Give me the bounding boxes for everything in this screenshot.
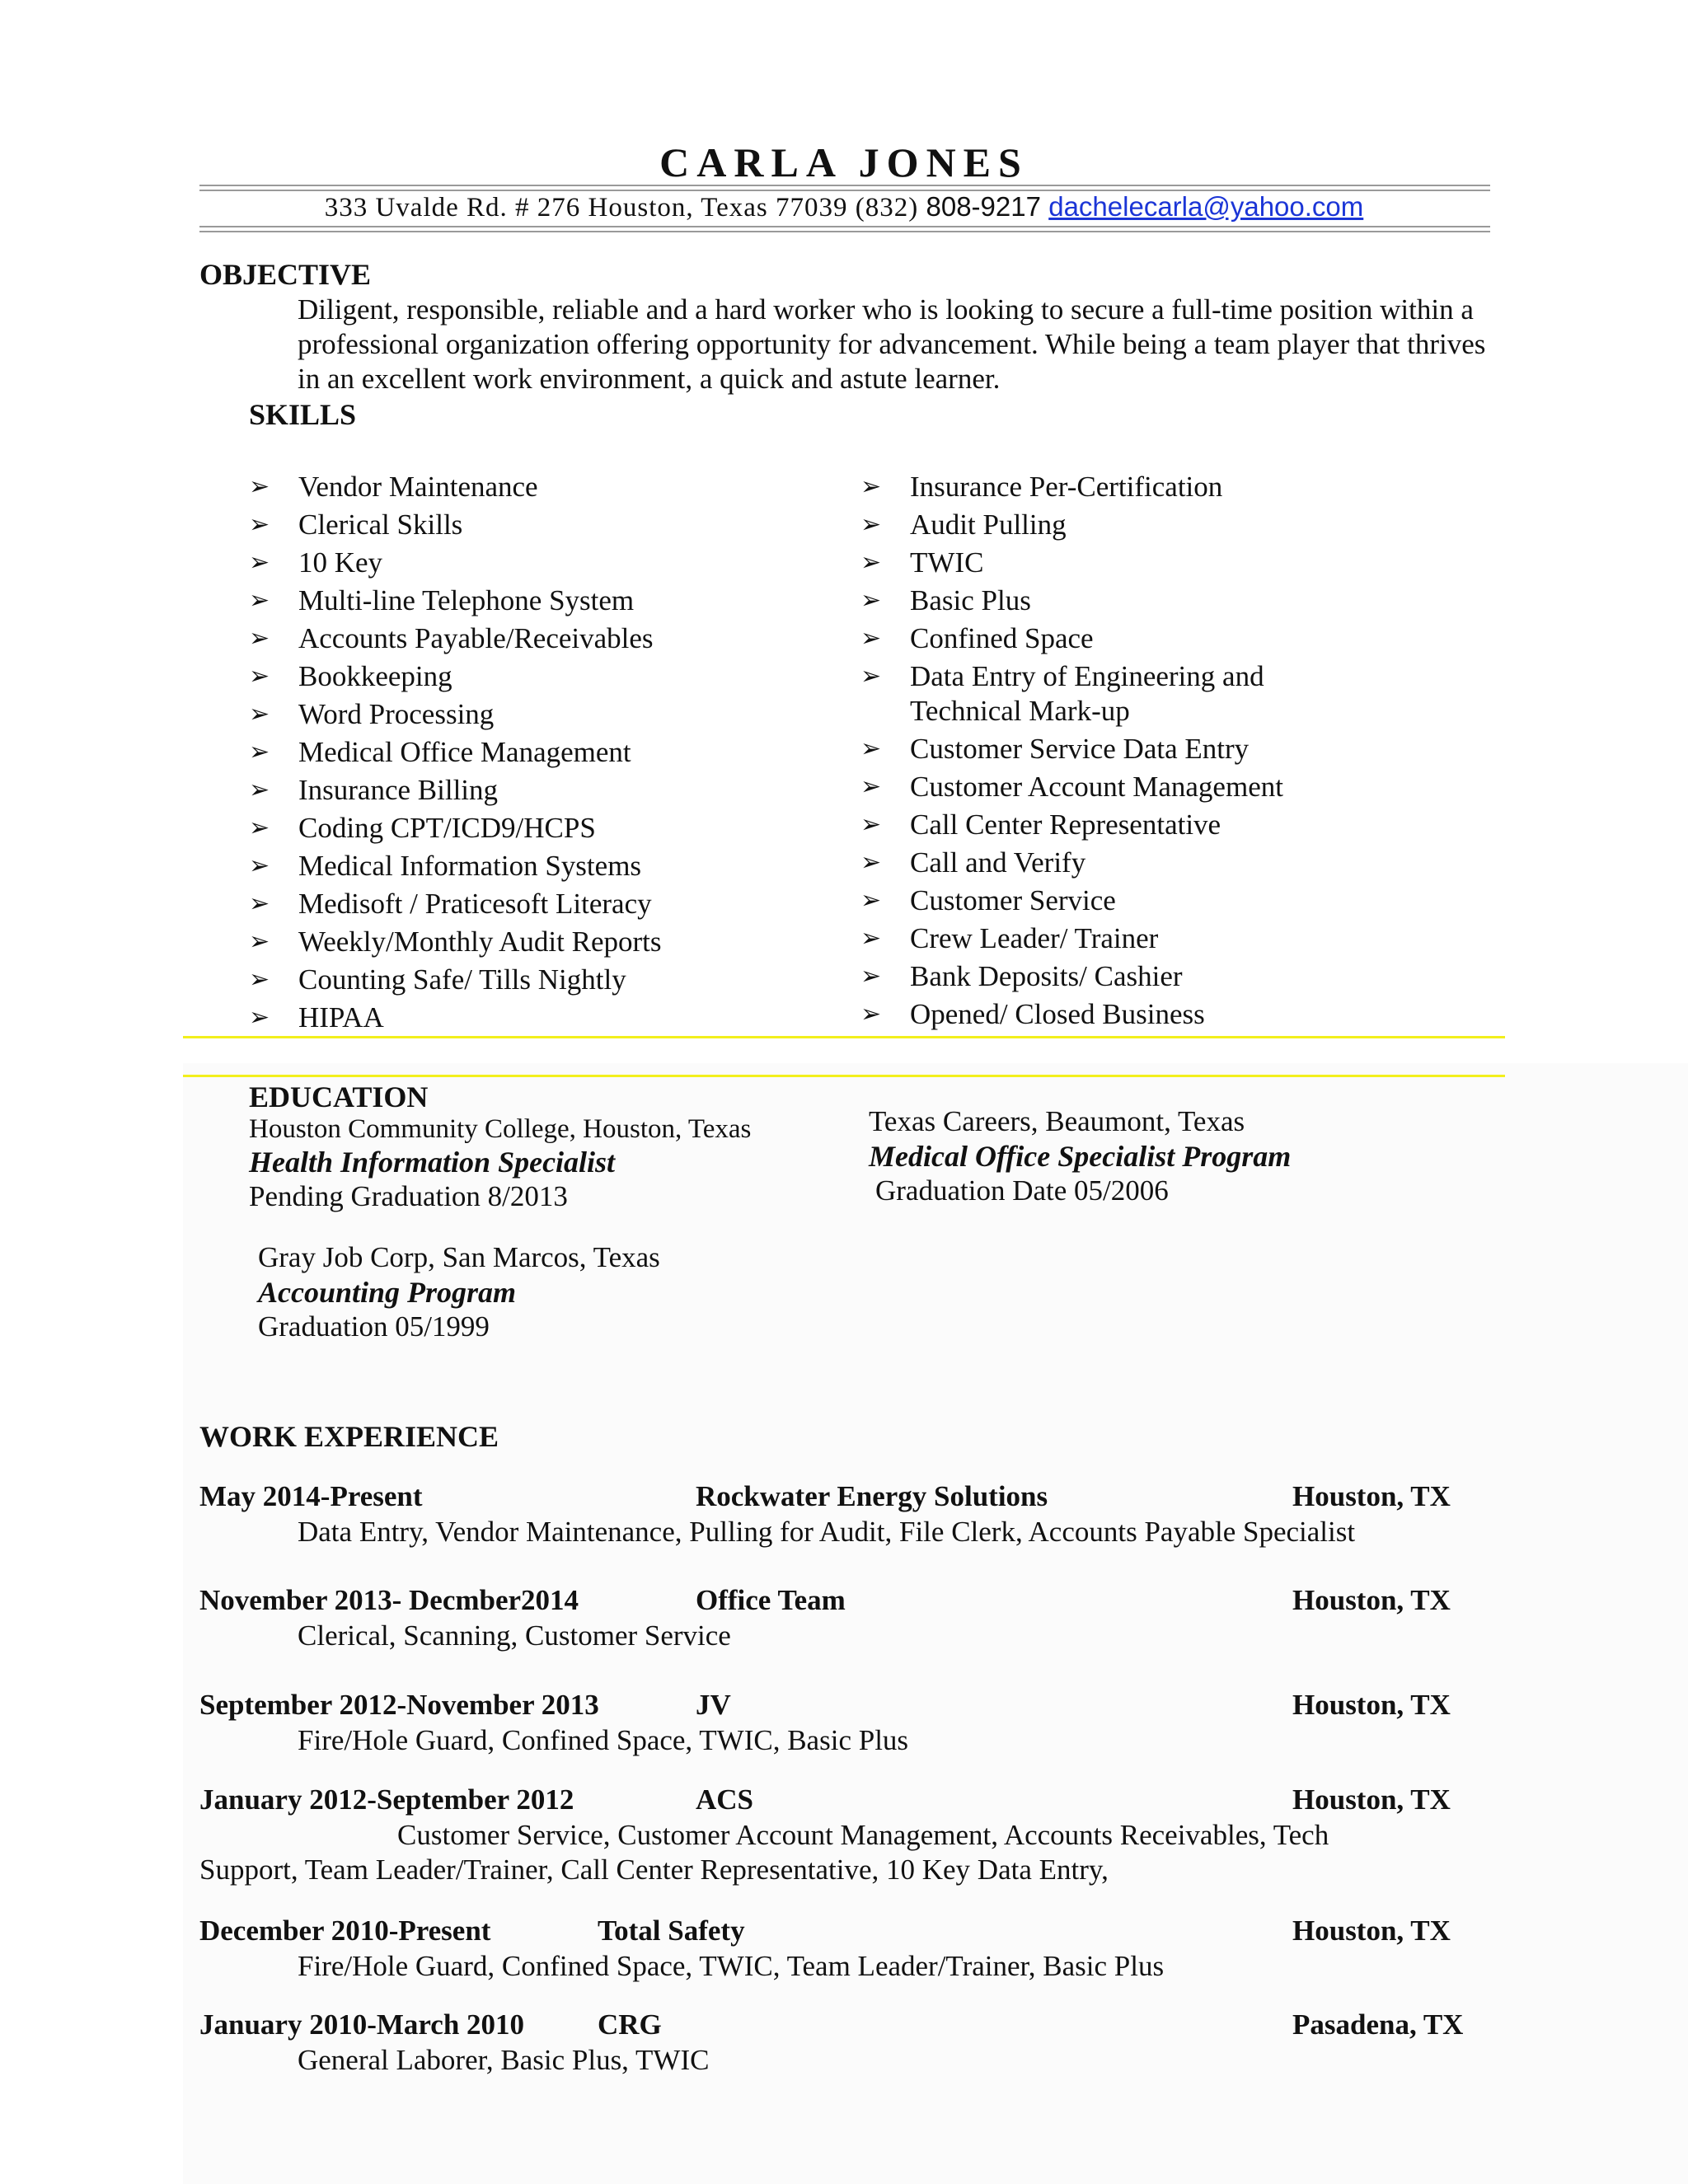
arrow-bullet-icon: ➢ (249, 510, 270, 539)
job-description: Clerical, Scanning, Customer Service (298, 1619, 731, 1652)
skill-item: ➢ Medisoft / Praticesoft Literacy (249, 885, 826, 923)
skill-item: ➢ Clerical Skills (249, 506, 826, 544)
job-description: Data Entry, Vendor Maintenance, Pulling for Audit, File Clerk, Accounts Payable Specialist (298, 1516, 1356, 1548)
job-entry (199, 1689, 1518, 1758)
candidate-name: CARLA JONES (659, 139, 1029, 185)
school-name: Gray Job Corp, San Marcos, Texas (258, 1241, 660, 1273)
job-dates: January 2010-March 2010 (199, 2008, 525, 2041)
arrow-bullet-icon: ➢ (249, 965, 270, 994)
arrow-bullet-icon: ➢ (249, 586, 270, 615)
arrow-bullet-icon: ➢ (249, 927, 270, 956)
arrow-bullet-icon: ➢ (860, 662, 882, 691)
job-entry (199, 1584, 1518, 1653)
job-dates: December 2010-Present (199, 1915, 491, 1947)
arrow-bullet-icon: ➢ (249, 738, 270, 766)
address: 333 Uvalde Rd. # 276 Houston, Texas 77039 (832) (324, 193, 919, 223)
job-description: Fire/Hole Guard, Confined Space, TWIC, Basic Plus (298, 1724, 909, 1756)
job-description: Support, Team Leader/Trainer, Call Center Representative, 10 Key Data Entry, (199, 1854, 1109, 1886)
skill-item: ➢ Insurance Per-Certification (860, 468, 1322, 506)
school-name: Texas Careers, Beaumont, Texas (869, 1105, 1245, 1137)
job-dates: May 2014-Present (199, 1480, 423, 1512)
job-dates: November 2013- Decmber2014 (199, 1584, 579, 1616)
skill-item: ➢ Counting Safe/ Tills Nightly (249, 961, 826, 999)
job-description: General Laborer, Basic Plus, TWIC (298, 2044, 710, 2076)
skill-item: ➢ Opened/ Closed Business (860, 996, 1322, 1033)
arrow-bullet-icon: ➢ (249, 851, 270, 880)
skills-list-right (860, 468, 1322, 1033)
program-name: Medical Office Specialist Program (869, 1140, 1292, 1173)
job-location: Houston, TX (1292, 1783, 1451, 1816)
arrow-bullet-icon: ➢ (249, 813, 270, 842)
skill-item: ➢ Customer Account Management (860, 768, 1322, 806)
arrow-bullet-icon: ➢ (860, 510, 882, 539)
skill-item: ➢ TWIC (860, 544, 1322, 582)
arrow-bullet-icon: ➢ (860, 624, 882, 653)
section-divider-yellow (183, 1075, 1505, 1077)
job-entry (199, 1783, 1518, 1887)
skill-item: ➢ Medical Office Management (249, 733, 826, 771)
section-divider-yellow (183, 1036, 1505, 1038)
arrow-bullet-icon: ➢ (860, 810, 882, 839)
job-company: Office Team (696, 1584, 846, 1616)
contact-line (0, 191, 1688, 223)
arrow-bullet-icon: ➢ (860, 472, 882, 501)
skill-item: ➢ Call Center Representative (860, 806, 1322, 844)
arrow-bullet-icon: ➢ (249, 776, 270, 804)
header-rule-bottom-2 (199, 231, 1490, 232)
job-company: ACS (696, 1783, 754, 1816)
skill-item: ➢ Coding CPT/ICD9/HCPS (249, 809, 826, 847)
arrow-bullet-icon: ➢ (249, 662, 270, 691)
skill-item: ➢ Medical Information Systems (249, 847, 826, 885)
school-name: Houston Community College, Houston, Texas (249, 1114, 752, 1144)
skills-list-left (249, 468, 826, 1037)
arrow-bullet-icon: ➢ (860, 924, 882, 953)
graduation-date: Graduation 05/1999 (258, 1310, 490, 1343)
skill-item: ➢ Confined Space (860, 620, 1322, 658)
skill-item: ➢ Customer Service Data Entry (860, 730, 1322, 768)
job-description: Fire/Hole Guard, Confined Space, TWIC, Team Leader/Trainer, Basic Plus (298, 1950, 1165, 1982)
program-name: Health Information Specialist (249, 1146, 616, 1179)
education-entry (249, 1114, 875, 1214)
skill-item: ➢ Multi-line Telephone System (249, 582, 826, 620)
job-company: Rockwater Energy Solutions (696, 1480, 1048, 1512)
skill-item: ➢ Data Entry of Engineering and Technical Mark-up (860, 660, 1264, 727)
job-location: Pasadena, TX (1292, 2008, 1464, 2041)
graduation-date: Pending Graduation 8/2013 (249, 1180, 568, 1212)
job-location: Houston, TX (1292, 1584, 1451, 1616)
job-entry (199, 1480, 1518, 1549)
arrow-bullet-icon: ➢ (860, 962, 882, 991)
job-location: Houston, TX (1292, 1915, 1451, 1947)
job-location: Houston, TX (1292, 1689, 1451, 1721)
arrow-bullet-icon: ➢ (249, 548, 270, 577)
program-name: Accounting Program (258, 1276, 517, 1309)
arrow-bullet-icon: ➢ (860, 772, 882, 801)
education-heading: EDUCATION (249, 1080, 429, 1113)
skill-item: ➢ Basic Plus (860, 582, 1322, 620)
arrow-bullet-icon: ➢ (860, 1000, 882, 1029)
header-rule-top (199, 185, 1490, 186)
job-dates: January 2012-September 2012 (199, 1783, 574, 1816)
education-entry (869, 1104, 1495, 1208)
skills-heading: SKILLS (249, 398, 357, 431)
header-rule-bottom (199, 226, 1490, 227)
skill-item: ➢ Customer Service (860, 882, 1322, 920)
phone: 808-9217 (926, 191, 1041, 222)
arrow-bullet-icon: ➢ (860, 886, 882, 915)
arrow-bullet-icon: ➢ (249, 889, 270, 918)
skill-item: ➢ Weekly/Monthly Audit Reports (249, 923, 826, 961)
skill-item: ➢ Accounts Payable/Receivables (249, 620, 826, 658)
objective-heading: OBJECTIVE (199, 258, 372, 291)
skill-item: ➢ Call and Verify (860, 844, 1322, 882)
skill-item: ➢ Bookkeeping (249, 658, 826, 696)
job-description: Customer Service, Customer Account Management, Accounts Receivables, Tech (397, 1819, 1329, 1851)
arrow-bullet-icon: ➢ (860, 734, 882, 763)
skill-item: ➢ Word Processing (249, 696, 826, 733)
skill-item: ➢ Insurance Billing (249, 771, 826, 809)
email-link[interactable]: dachelecarla@yahoo.com (1048, 191, 1364, 222)
skill-item: ➢ Bank Deposits/ Cashier (860, 958, 1322, 996)
arrow-bullet-icon: ➢ (249, 1003, 270, 1032)
skill-item: ➢ 10 Key (249, 544, 826, 582)
job-entry (199, 1915, 1518, 1984)
education-entry (258, 1240, 884, 1344)
skill-item: ➢ HIPAA (249, 999, 826, 1037)
skill-item: ➢ Crew Leader/ Trainer (860, 920, 1322, 958)
arrow-bullet-icon: ➢ (860, 548, 882, 577)
skill-item: ➢ Audit Pulling (860, 506, 1322, 544)
work-experience-heading: WORK EXPERIENCE (199, 1420, 499, 1453)
arrow-bullet-icon: ➢ (860, 848, 882, 877)
job-dates: September 2012-November 2013 (199, 1689, 599, 1721)
arrow-bullet-icon: ➢ (249, 624, 270, 653)
arrow-bullet-icon: ➢ (249, 472, 270, 501)
objective-text: Diligent, responsible, reliable and a hard worker who is looking to secure a full-time position within a professional organization offering opportunity for advancement. While being a team player that thrives in an excellent work environment, a quick and astute learner. (298, 293, 1486, 395)
arrow-bullet-icon: ➢ (860, 586, 882, 615)
job-company: Total Safety (598, 1915, 745, 1947)
job-company: CRG (598, 2008, 662, 2041)
graduation-date: Graduation Date 05/2006 (875, 1174, 1169, 1207)
job-location: Houston, TX (1292, 1480, 1451, 1512)
arrow-bullet-icon: ➢ (249, 700, 270, 729)
job-company: JV (696, 1689, 731, 1721)
skill-item: ➢ Vendor Maintenance (249, 468, 826, 506)
job-entry (199, 2008, 1518, 2078)
